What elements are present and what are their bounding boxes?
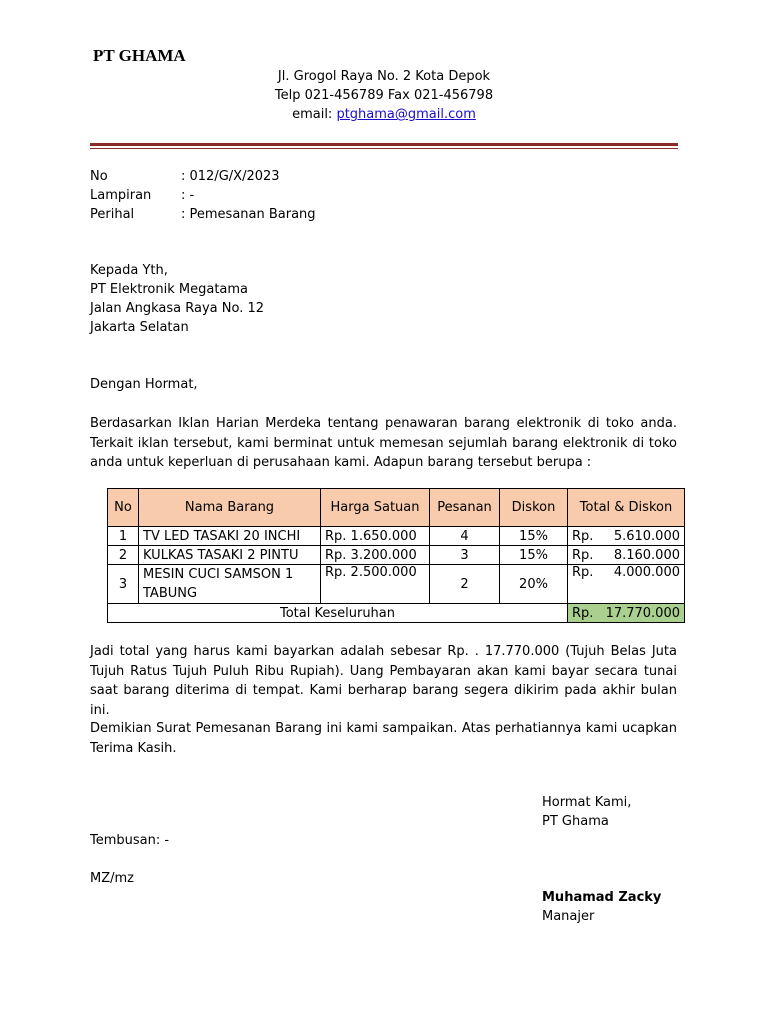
lampiran-label: Lampiran [90,188,152,203]
order-table [107,488,685,623]
recipient-line-1: Kepada Yth, [90,263,168,278]
perihal-value: : Pemesanan Barang [181,207,316,222]
cell-currency: Rp. [572,565,594,580]
cell-price: Rp. 2.500.000 [321,565,430,604]
cell-name: MESIN CUCI SAMSON 1 TABUNG [139,565,321,604]
signature-company: PT Ghama [542,814,609,829]
lampiran-value: : - [181,188,195,203]
closing-paragraph: Jadi total yang harus kami bayarkan adalah sebesar Rp. . 17.770.000 (Tujuh Belas Juta Tujuh Ratus Tujuh Puluh Ribu Rupiah). Uang Pembayaran akan kami bayar secara tunai saat barang diterima di tempat. Kami berharap barang segera dikirim pada akhir bulan ini. [90,644,677,718]
cell-name: TV LED TASAKI 20 INCHI [139,527,321,546]
signature-name: Muhamad Zacky [542,890,662,905]
cell-currency: Rp. [572,528,594,544]
cell-qty: 4 [430,527,500,546]
header-rule-thick [90,143,678,146]
header-qty: Pesanan [430,489,500,527]
cell-total [568,527,685,546]
grand-total-label: Total Keseluruhan [108,604,568,623]
cell-discount: 20% [500,565,568,604]
greeting: Dengan Hormat, [90,377,198,392]
company-email-line [0,107,768,122]
header-price: Harga Satuan [321,489,430,527]
cell-price: Rp. 1.650.000 [321,527,430,546]
cell-currency: Rp. [572,547,594,563]
grand-total-cell [568,604,685,623]
cell-price: Rp. 3.200.000 [321,546,430,565]
cell-total-amount: 5.610.000 [613,528,680,544]
header-discount: Diskon [500,489,568,527]
company-name: PT GHAMA [93,46,186,65]
cell-qty: 3 [430,546,500,565]
signature-title: Manajer [542,909,595,924]
cell-discount: 15% [500,527,568,546]
cell-qty: 2 [430,565,500,604]
cell-total [568,546,685,565]
cell-total-amount: 4.000.000 [613,565,680,580]
header-rule-thin [90,148,678,149]
perihal-label: Perihal [90,207,135,222]
email-label: email: [292,107,337,122]
table-row [108,565,685,604]
cell-discount: 15% [500,546,568,565]
cell-no: 1 [108,527,139,546]
recipient-line-4: Jakarta Selatan [90,320,189,335]
signature-regards: Hormat Kami, [542,795,632,810]
company-phone-fax: Telp 021-456789 Fax 021-456798 [274,88,494,103]
cell-no: 2 [108,546,139,565]
intro-paragraph: Berdasarkan Iklan Harian Merdeka tentang penawaran barang elektronik di toko anda. Terkait iklan tersebut, kami berminat untuk memesan sejumlah barang elektronik di toko anda untuk keperluan di perusahaan kami. Adapun barang tersebut berupa : [90,416,677,470]
header-no: No [108,489,139,527]
email-link[interactable]: ptghama@gmail.com [336,107,476,122]
company-address: Jl. Grogol Raya No. 2 Kota Depok [277,69,491,84]
header-name: Nama Barang [139,489,321,527]
initials: MZ/mz [90,871,134,886]
table-header-row [108,489,685,527]
recipient-line-2: PT Elektronik Megatama [90,282,249,297]
thanks-paragraph: Demikian Surat Pemesanan Barang ini kami sampaikan. Atas perhatiannya kami ucapkan Terima Kasih. [90,721,677,756]
cell-total-amount: 8.160.000 [613,547,680,563]
cell-total [568,565,685,604]
grand-total-amount: 17.770.000 [605,605,680,621]
header-total: Total & Diskon [568,489,685,527]
cell-no: 3 [108,565,139,604]
recipient-line-3: Jalan Angkasa Raya No. 12 [90,301,265,316]
table-row [108,546,685,565]
table-grand-total-row [108,604,685,623]
no-value: : 012/G/X/2023 [181,169,280,184]
no-label: No [90,169,108,184]
table-row [108,527,685,546]
cell-name: KULKAS TASAKI 2 PINTU [139,546,321,565]
tembusan: Tembusan: - [90,833,170,848]
grand-total-currency: Rp. [572,605,594,621]
